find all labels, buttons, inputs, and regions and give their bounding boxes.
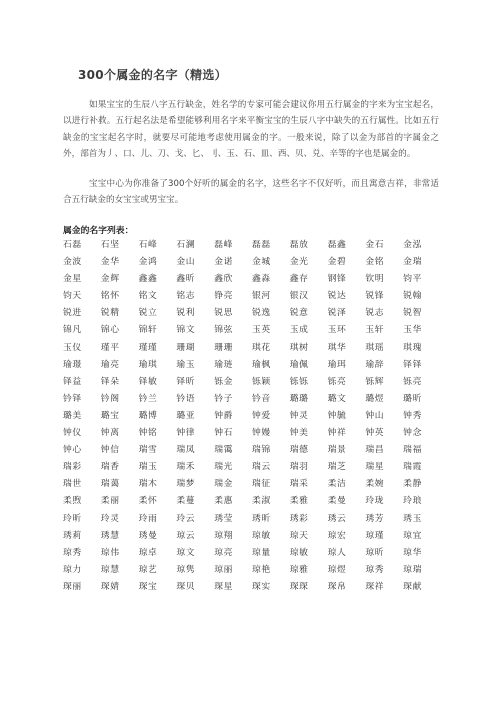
name-cell: 琛星 — [214, 581, 233, 592]
name-cell: 钟心 — [63, 445, 82, 456]
name-cell: 铎敏 — [138, 376, 158, 387]
name-cell: 瑞凤 — [176, 445, 196, 456]
name-cell: 璐煜 — [365, 393, 385, 404]
name-cell: 钤铎 — [63, 393, 82, 404]
name-cell: 琼隽 — [176, 564, 196, 575]
name-cell: 磊峰 — [214, 240, 233, 250]
name-cell: 玉英 — [251, 325, 271, 336]
name-cell: 银河 — [251, 291, 271, 302]
name-cell: 璐博 — [138, 410, 158, 421]
name-cell: 瑞芝 — [327, 462, 347, 473]
name-cell: 琇彩 — [289, 513, 309, 524]
name-cell: 琛帛 — [327, 581, 347, 592]
name-cell: 琛贝 — [176, 581, 196, 592]
name-cell: 金光 — [289, 257, 309, 268]
name-cell: 玲雨 — [138, 513, 158, 524]
name-cell: 瑞蔼 — [100, 479, 120, 490]
name-cell: 瑞彩 — [63, 462, 82, 473]
name-cell: 锐锋 — [365, 291, 385, 302]
name-cell: 钤子 — [214, 393, 233, 404]
name-cell: 琼力 — [63, 564, 82, 575]
name-cell: 琇昕 — [251, 513, 271, 524]
name-cell: 钟毓 — [327, 410, 347, 421]
name-cell: 琇莉 — [63, 530, 82, 541]
name-cell: 金碧 — [327, 257, 347, 268]
name-cell: 瑜辞 — [365, 359, 385, 370]
name-cell: 琼瑞 — [403, 564, 422, 575]
name-list-heading: 属金的名字列表： — [63, 226, 134, 236]
name-cell: 铎昕 — [176, 376, 196, 387]
name-cell: 锐逸 — [251, 308, 271, 319]
name-cell: 琇芳 — [365, 513, 385, 524]
name-cell: 玉仪 — [63, 342, 82, 353]
name-cell: 琼华 — [403, 547, 422, 558]
name-cell: 钟铭 — [138, 428, 158, 439]
name-cell: 锦弦 — [214, 325, 233, 336]
name-cell: 锐志 — [365, 308, 385, 319]
name-cell: 琪瑶 — [365, 342, 385, 353]
name-cell: 柔静 — [403, 479, 422, 490]
name-cell: 锦轩 — [138, 325, 158, 336]
name-cell: 琛宝 — [138, 581, 158, 592]
name-cell: 瑞雪 — [138, 445, 158, 456]
name-cell: 钟秀 — [403, 410, 422, 421]
name-cell: 金城 — [251, 257, 271, 268]
name-cell: 瑾瑾 — [138, 342, 158, 353]
name-cell: 钟爵 — [214, 410, 233, 421]
name-cell: 琼宜 — [403, 530, 422, 541]
name-cell: 琇曼 — [138, 530, 158, 541]
name-cell: 璐昕 — [403, 393, 422, 404]
name-cell: 瑞福 — [403, 445, 422, 456]
name-cell: 琇云 — [327, 513, 347, 524]
name-cell: 银汉 — [289, 291, 309, 302]
name-cell: 瑾平 — [100, 342, 120, 353]
name-cell: 金鸿 — [138, 257, 158, 268]
name-cell: 铄颖 — [251, 376, 271, 387]
name-cell: 柔煦 — [63, 496, 82, 507]
name-cell: 玲灵 — [100, 513, 120, 524]
name-cell: 琼丽 — [214, 564, 233, 575]
name-cell: 金辉 — [100, 274, 120, 285]
name-cell: 玲云 — [176, 513, 196, 524]
name-cell: 玉华 — [403, 325, 422, 336]
name-cell: 瑞锦 — [251, 445, 271, 456]
name-cell: 铎益 — [63, 376, 82, 387]
name-cell: 柔蔓 — [176, 496, 196, 507]
name-cell: 鑫存 — [289, 274, 309, 285]
name-cell: 钤阁 — [100, 393, 120, 404]
name-cell: 铭文 — [138, 291, 158, 302]
name-cell: 锐思 — [214, 308, 233, 319]
name-cell: 瑞云 — [251, 462, 271, 473]
name-cell: 瑜佩 — [289, 359, 309, 370]
name-cell: 琼秀 — [365, 564, 385, 575]
name-cell: 柔婉 — [365, 479, 385, 490]
name-cell: 瑞羽 — [289, 462, 309, 473]
name-cell: 金泓 — [403, 240, 422, 250]
name-cell: 瑞金 — [214, 479, 233, 490]
name-cell: 钟山 — [365, 410, 385, 421]
name-cell: 瑜亮 — [100, 359, 120, 370]
name-cell: 瑞木 — [138, 479, 158, 490]
name-cell: 玲珑 — [365, 496, 385, 507]
name-cell: 玉轩 — [365, 325, 385, 336]
name-cell: 钢锋 — [327, 274, 347, 285]
name-cell: 钧平 — [403, 274, 422, 285]
name-cell: 钟爱 — [251, 410, 271, 421]
name-cell: 琪华 — [327, 342, 347, 353]
name-cell: 锐泽 — [327, 308, 347, 319]
name-cell: 鑫鑫 — [138, 274, 158, 285]
name-cell: 琇玉 — [403, 513, 422, 524]
name-cell: 金波 — [63, 257, 82, 268]
name-cell: 瑞星 — [365, 462, 385, 473]
name-cell: 珊珊 — [214, 342, 233, 353]
name-cell: 琼慧 — [100, 564, 120, 575]
name-cell: 钟离 — [100, 428, 120, 439]
name-cell: 柔怀 — [138, 496, 158, 507]
document-title: 300个属金的名字（精选） — [78, 68, 227, 82]
intro-paragraph: 如果宝宝的生辰八字五行缺金，姓名学的专家可能会建议你用五行属金的字来为宝宝起名，以进行补救。五行起名法是希望能够利用名字来平衡宝宝的生辰八字中缺失的五行属性。比如五行缺金的宝宝起名字时，就要尽可能地考虑使用属金的字。一般来说，除了以金为部首的字属金之外，部首为丿、口、儿、刀、戈、匕、刂、玉、石、皿、西、贝、兑、辛等的字也是属金的。 — [63, 100, 439, 159]
name-cell: 金石 — [365, 240, 385, 250]
name-cell: 琼卓 — [138, 547, 158, 558]
name-cell: 琼昕 — [365, 547, 385, 558]
name-cell: 瑜琪 — [138, 359, 158, 370]
name-cell: 锦心 — [100, 325, 120, 336]
name-cell: 锐达 — [327, 291, 347, 302]
name-cell: 钟信 — [100, 445, 120, 456]
name-cell: 瑞昌 — [365, 445, 385, 456]
name-cell: 钟石 — [214, 428, 233, 439]
name-cell: 琪瑰 — [403, 342, 422, 353]
name-cell: 瑞霞 — [403, 462, 422, 473]
name-cell: 铄亮 — [403, 376, 422, 387]
name-cell: 琼云 — [176, 530, 196, 541]
name-cell: 璐璐 — [289, 393, 309, 404]
name-cell: 铄铄 — [289, 376, 309, 387]
name-cell: 铭怀 — [100, 291, 120, 302]
name-cell: 金诺 — [214, 257, 233, 268]
name-cell: 钟仪 — [63, 428, 82, 439]
name-cell: 钟嫚 — [251, 428, 271, 439]
name-cell: 璐美 — [63, 410, 82, 421]
name-cell: 磊放 — [289, 240, 309, 250]
name-cell: 琼伟 — [100, 547, 120, 558]
name-cell: 鑫淼 — [251, 274, 271, 285]
name-cell: 柔洁 — [327, 479, 347, 490]
name-cell: 琛丽 — [63, 581, 82, 592]
name-list-grid — [63, 237, 441, 596]
name-cell: 琼艺 — [138, 564, 158, 575]
name-cell: 柔惠 — [214, 496, 233, 507]
name-cell: 柔雅 — [289, 496, 309, 507]
name-cell: 琼人 — [327, 547, 347, 558]
name-cell: 琇慧 — [100, 530, 120, 541]
name-cell: 瑞景 — [327, 445, 347, 456]
name-cell: 钟美 — [289, 428, 309, 439]
name-cell: 金星 — [63, 274, 82, 285]
name-cell: 金瑞 — [403, 257, 422, 268]
name-cell: 柔丽 — [100, 496, 120, 507]
name-cell: 琼文 — [176, 547, 196, 558]
name-cell: 瑜枫 — [251, 359, 271, 370]
name-cell: 钦明 — [365, 274, 385, 285]
name-cell: 锐精 — [100, 308, 120, 319]
name-cell: 珊瑚 — [176, 342, 196, 353]
name-cell: 铄金 — [214, 376, 233, 387]
name-cell: 柔淑 — [251, 496, 271, 507]
name-cell: 瑞世 — [63, 479, 82, 490]
name-cell: 瑜珥 — [327, 359, 347, 370]
name-cell: 璐宝 — [100, 410, 120, 421]
name-cell: 琼艳 — [251, 564, 271, 575]
name-cell: 琼天 — [289, 530, 309, 541]
name-cell: 瑞采 — [289, 479, 309, 490]
name-cell: 瑞征 — [251, 479, 271, 490]
description-paragraph: 宝宝中心为你准备了300个好听的属金的名字，这些名字不仅好听，而且寓意吉祥，非常适合五行缺金的女宝宝或男宝宝。 — [63, 179, 439, 206]
name-cell: 琼宏 — [327, 530, 347, 541]
name-cell: 锦凡 — [63, 325, 82, 336]
name-cell: 铎铎 — [403, 359, 422, 370]
name-cell: 锐利 — [176, 308, 196, 319]
name-cell: 琼敏 — [289, 547, 309, 558]
name-cell: 钤语 — [176, 393, 196, 404]
name-cell: 钤兰 — [138, 393, 158, 404]
name-cell: 琼敏 — [251, 530, 271, 541]
name-cell: 柔曼 — [327, 496, 347, 507]
name-cell: 琼瑾 — [365, 530, 385, 541]
name-cell: 琛婧 — [100, 581, 120, 592]
name-cell: 铎朵 — [100, 376, 120, 387]
name-cell: 瑞梦 — [176, 479, 196, 490]
name-cell: 琼亮 — [214, 547, 233, 558]
name-cell: 琼翔 — [214, 530, 233, 541]
name-cell: 玉成 — [289, 325, 309, 336]
name-cell: 玲昕 — [63, 513, 82, 524]
name-cell: 锐立 — [138, 308, 158, 319]
name-cell: 琼雅 — [289, 564, 309, 575]
name-cell: 琼量 — [251, 547, 271, 558]
name-cell: 琇莹 — [214, 513, 233, 524]
name-cell: 瑜璟 — [63, 359, 82, 370]
name-cell: 钧天 — [63, 291, 82, 302]
name-cell: 金山 — [176, 257, 196, 268]
name-cell: 钟律 — [176, 428, 196, 439]
name-cell: 石坚 — [100, 240, 120, 250]
name-cell: 琪花 — [251, 342, 271, 353]
name-cell: 瑞霭 — [214, 445, 233, 456]
name-cell: 璐文 — [327, 393, 347, 404]
name-cell: 石磊 — [63, 240, 82, 250]
name-cell: 璐亚 — [176, 410, 196, 421]
name-cell: 琛琛 — [289, 581, 309, 592]
name-cell: 玲琅 — [403, 496, 422, 507]
name-cell: 铄亮 — [327, 376, 347, 387]
name-cell: 瑞光 — [214, 462, 233, 473]
name-cell: 琛祥 — [365, 581, 385, 592]
name-cell: 石峰 — [138, 240, 158, 250]
name-cell: 琛献 — [403, 581, 422, 592]
name-cell: 金华 — [100, 257, 120, 268]
name-cell: 钤音 — [251, 393, 271, 404]
name-cell: 铭志 — [176, 291, 196, 302]
name-cell: 铄辉 — [365, 376, 385, 387]
name-cell: 锐意 — [289, 308, 309, 319]
name-cell: 瑜玉 — [176, 359, 196, 370]
name-cell: 石澜 — [176, 240, 196, 250]
name-cell: 琼煜 — [327, 564, 347, 575]
name-cell: 瑞禾 — [176, 462, 196, 473]
name-cell: 磊磊 — [251, 240, 271, 250]
name-cell: 钟英 — [365, 428, 385, 439]
name-cell: 琪树 — [289, 342, 309, 353]
name-cell: 瑜琏 — [214, 359, 233, 370]
name-cell: 琛实 — [251, 581, 271, 592]
name-cell: 锐智 — [403, 308, 422, 319]
name-cell: 瑞玉 — [138, 462, 158, 473]
name-cell: 鑫欣 — [214, 274, 233, 285]
name-cell: 锐进 — [63, 308, 82, 319]
name-cell: 玉环 — [327, 325, 347, 336]
name-cell: 铮亮 — [214, 291, 233, 302]
name-cell: 金铭 — [365, 257, 385, 268]
name-cell: 鑫昕 — [176, 274, 196, 285]
name-cell: 琼秀 — [63, 547, 82, 558]
name-cell: 磊鑫 — [327, 240, 347, 250]
name-cell: 锐翰 — [403, 291, 422, 302]
name-cell: 瑞香 — [100, 462, 120, 473]
name-cell: 钟灵 — [289, 410, 309, 421]
name-cell: 锦文 — [176, 325, 196, 336]
name-cell: 钟祥 — [327, 428, 347, 439]
name-cell: 瑞德 — [289, 445, 309, 456]
name-cell: 钟念 — [403, 428, 422, 439]
